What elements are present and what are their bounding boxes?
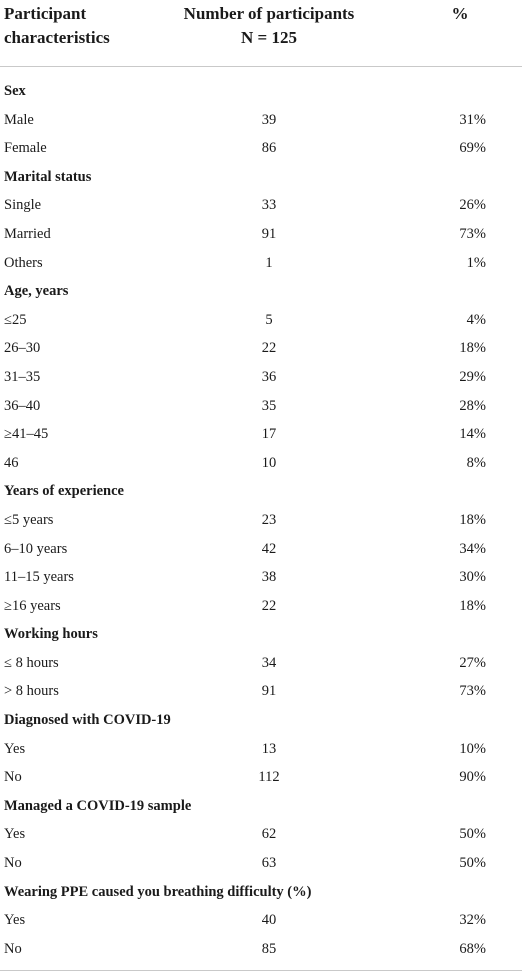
- table-row: [0, 763, 522, 792]
- row-count: 62: [261, 826, 277, 843]
- section-heading: Managed a COVID-19 sample: [4, 797, 192, 814]
- row-count: 112: [258, 769, 280, 786]
- row-count: 22: [261, 597, 277, 614]
- section-heading: Diagnosed with COVID-19: [4, 712, 171, 729]
- table-header: [0, 0, 522, 67]
- section-heading-row: [0, 792, 522, 821]
- row-count: 33: [261, 197, 277, 214]
- row-percent: 73%: [459, 225, 486, 242]
- row-label: 31–35: [4, 368, 41, 385]
- row-percent: 50%: [459, 826, 486, 843]
- row-count: 13: [261, 740, 277, 757]
- row-count: 42: [261, 540, 277, 557]
- table-row: [0, 935, 522, 964]
- row-label: Married: [4, 225, 51, 242]
- table-row: [0, 649, 522, 678]
- table-row: [0, 535, 522, 564]
- header-col2-line2: N = 125: [241, 28, 297, 47]
- table-row: [0, 306, 522, 335]
- row-percent: 69%: [459, 140, 486, 157]
- table-row: [0, 563, 522, 592]
- section-heading: Age, years: [4, 283, 69, 300]
- table-row: [0, 220, 522, 249]
- row-percent: 4%: [466, 311, 486, 328]
- row-percent: 50%: [459, 855, 486, 872]
- row-count: 10: [261, 454, 277, 471]
- section-heading: Marital status: [4, 168, 92, 185]
- row-label: No: [4, 940, 22, 957]
- row-percent: 18%: [459, 511, 486, 528]
- header-col1-line2: characteristics: [4, 28, 110, 47]
- table-row: [0, 191, 522, 220]
- table-row: [0, 849, 522, 878]
- row-percent: 18%: [459, 340, 486, 357]
- row-percent: 18%: [459, 597, 486, 614]
- row-count: 23: [261, 511, 277, 528]
- row-label: ≥41–45: [4, 426, 49, 443]
- header-participant-characteristics: [4, 2, 174, 50]
- row-label: 11–15 years: [4, 569, 74, 586]
- row-label: No: [4, 855, 22, 872]
- section-heading: Wearing PPE caused you breathing difficulty (%): [4, 883, 312, 900]
- row-label: No: [4, 769, 22, 786]
- table-row: [0, 106, 522, 135]
- table-row: [0, 449, 522, 478]
- row-label: 6–10 years: [4, 540, 68, 557]
- section-heading-row: [0, 878, 522, 907]
- row-label: Female: [4, 140, 47, 157]
- section-heading-row: [0, 277, 522, 306]
- row-count: 35: [261, 397, 277, 414]
- table-body: [0, 67, 522, 963]
- header-col2-line1: Number of participants: [183, 4, 355, 23]
- row-percent: 27%: [459, 654, 486, 671]
- row-percent: 68%: [459, 940, 486, 957]
- row-label: ≤ 8 hours: [4, 654, 59, 671]
- row-label: 46: [4, 454, 19, 471]
- row-label: Yes: [4, 826, 26, 843]
- table-row: [0, 677, 522, 706]
- row-percent: 34%: [459, 540, 486, 557]
- row-percent: 73%: [459, 683, 486, 700]
- header-percent: %: [451, 4, 469, 23]
- row-label: Yes: [4, 912, 26, 929]
- row-percent: 1%: [466, 254, 486, 271]
- row-label: > 8 hours: [4, 683, 59, 700]
- table-row: [0, 334, 522, 363]
- row-count: 22: [261, 340, 277, 357]
- section-heading: Years of experience: [4, 483, 124, 500]
- row-count: 5: [265, 311, 273, 328]
- row-percent: 14%: [459, 426, 486, 443]
- table-row: [0, 506, 522, 535]
- row-count: 38: [261, 569, 277, 586]
- row-count: 34: [261, 654, 277, 671]
- table-row: [0, 249, 522, 278]
- row-count: 36: [261, 368, 277, 385]
- row-percent: 31%: [459, 111, 486, 128]
- section-heading-row: [0, 477, 522, 506]
- table-row: [0, 735, 522, 764]
- section-heading-row: [0, 620, 522, 649]
- bottom-rule: [0, 970, 522, 971]
- row-label: 26–30: [4, 340, 41, 357]
- row-count: 17: [261, 426, 277, 443]
- row-percent: 32%: [459, 912, 486, 929]
- row-count: 40: [261, 912, 277, 929]
- row-count: 39: [261, 111, 277, 128]
- row-percent: 8%: [466, 454, 486, 471]
- row-count: 63: [261, 855, 277, 872]
- row-label: ≤5 years: [4, 511, 54, 528]
- row-count: 91: [261, 225, 277, 242]
- row-label: Yes: [4, 740, 26, 757]
- table-row: [0, 820, 522, 849]
- header-col1-line1: Participant: [4, 4, 87, 23]
- row-label: Others: [4, 254, 43, 271]
- table-row: [0, 392, 522, 421]
- section-heading: Working hours: [4, 626, 98, 643]
- section-heading-row: [0, 163, 522, 192]
- row-label: Male: [4, 111, 34, 128]
- table-row: [0, 420, 522, 449]
- row-count: 85: [261, 940, 277, 957]
- row-percent: 90%: [459, 769, 486, 786]
- row-label: ≤25: [4, 311, 27, 328]
- section-heading-row: [0, 77, 522, 106]
- row-label: 36–40: [4, 397, 41, 414]
- row-percent: 28%: [459, 397, 486, 414]
- row-percent: 26%: [459, 197, 486, 214]
- row-percent: 10%: [459, 740, 486, 757]
- row-count: 1: [265, 254, 273, 271]
- section-heading: Sex: [4, 83, 26, 99]
- header-number-of-participants: [160, 2, 378, 50]
- table-row: [0, 134, 522, 163]
- row-label: Single: [4, 197, 42, 214]
- row-percent: 29%: [459, 368, 486, 385]
- table-row: [0, 906, 522, 935]
- table-row: [0, 363, 522, 392]
- row-percent: 30%: [459, 569, 486, 586]
- row-label: ≥16 years: [4, 597, 61, 614]
- row-count: 91: [261, 683, 277, 700]
- section-heading-row: [0, 706, 522, 735]
- row-count: 86: [261, 140, 277, 157]
- table-row: [0, 592, 522, 621]
